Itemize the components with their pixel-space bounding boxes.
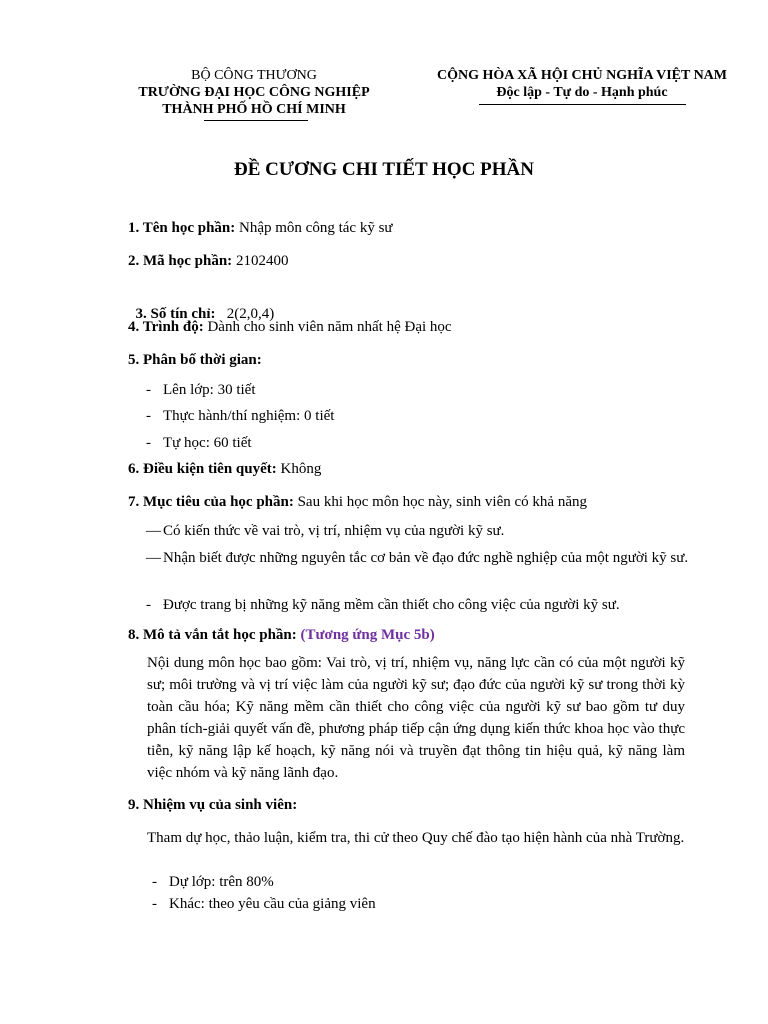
section-course-name	[128, 219, 393, 239]
description-paragraph: Nội dung môn học bao gồm: Vai trò, vị trí, nhiệm vụ, năng lực cần có của một người kỹ sư; môi trường và vị trí việc làm của người kỹ sư; đạo đức của người kỹ sư trong thời kỳ toàn cầu hóa; Kỹ năng mềm cần thiết cho công việc của người kỹ sư bao gồm tư duy phân tích-giải quyết vấn đề, phương pháp tiếp cận ứng dụng kiến thức khoa học vào thực tiễn, kỹ năng lập kế hoạch, kỹ năng nói và truyền đạt thông tin hiệu quả, kỹ năng làm việc nhóm và kỹ năng lãnh đạo.	[147, 655, 685, 781]
country-name: CỘNG HÒA XÃ HỘI CHỦ NGHĨA VIỆT NAM	[436, 68, 727, 83]
list-item: - Khác: theo yêu cầu của giảng viên	[152, 896, 376, 912]
section-course-code	[128, 252, 288, 272]
section-label: 4. Trình độ:	[128, 319, 204, 335]
list-item: - Được trang bị những kỹ năng mềm cần thiết cho công việc của người kỹ sư.	[146, 597, 620, 613]
section-objectives	[128, 493, 587, 513]
section-value: 2102400	[232, 253, 289, 269]
list-item: - Tự học: 60 tiết	[146, 435, 252, 451]
section-value: Dành cho sinh viên năm nhất hệ Đại học	[203, 319, 452, 335]
section-level	[128, 318, 452, 338]
section-label: 7. Mục tiêu của học phần:	[128, 494, 294, 510]
ministry-name: BỘ CÔNG THƯƠNG	[191, 68, 317, 83]
section-value: Sau khi học môn học này, sinh viên có khả năng	[293, 494, 587, 510]
university-city: THÀNH PHỐ HỒ CHÍ MINH	[162, 102, 346, 117]
section-label: 1. Tên học phần:	[128, 220, 236, 236]
section-label: 9. Nhiệm vụ của sinh viên:	[128, 797, 298, 813]
list-item: - Lên lớp: 30 tiết	[146, 382, 256, 398]
section-label: 5. Phân bố thời gian:	[128, 352, 262, 368]
section-description	[128, 626, 435, 646]
section-label: 3. Số tín chỉ:	[135, 305, 216, 322]
section-note: (Tương ứng Mục 5b)	[300, 627, 435, 643]
national-motto: Độc lập - Tự do - Hạnh phúc	[496, 85, 668, 100]
document-title: ĐỀ CƯƠNG CHI TIẾT HỌC PHẦN	[234, 159, 534, 180]
section-value: Không	[276, 461, 322, 477]
list-item: — Có kiến thức về vai trò, vị trí, nhiệm vụ của người kỹ sư.	[146, 523, 505, 539]
national-header	[414, 67, 750, 101]
university-name: TRƯỜNG ĐẠI HỌC CÔNG NGHIỆP	[138, 85, 370, 100]
duties-paragraph: Tham dự học, thảo luận, kiểm tra, thi cử theo Quy chế đào tạo hiện hành của nhà Trường.	[147, 830, 685, 846]
section-value: 2(2,0,4)	[215, 305, 275, 322]
section-prerequisites	[128, 460, 321, 480]
section-time-allocation	[128, 351, 262, 371]
left-header-underline	[204, 120, 308, 121]
section-label: 2. Mã học phần:	[128, 253, 233, 269]
section-label: 6. Điều kiện tiên quyết:	[128, 461, 277, 477]
ministry-header	[118, 67, 390, 118]
section-label: 8. Mô tả vắn tắt học phần:	[128, 627, 297, 643]
right-header-underline	[479, 104, 686, 105]
list-item: - Thực hành/thí nghiệm: 0 tiết	[146, 408, 335, 424]
list-item: - Dự lớp: trên 80%	[152, 874, 274, 890]
section-student-duties	[128, 796, 297, 816]
section-value: Nhập môn công tác kỹ sư	[235, 220, 393, 236]
list-item: — Nhận biết được những nguyên tắc cơ bản về đạo đức nghề nghiệp của một người kỹ sư.	[146, 550, 689, 566]
